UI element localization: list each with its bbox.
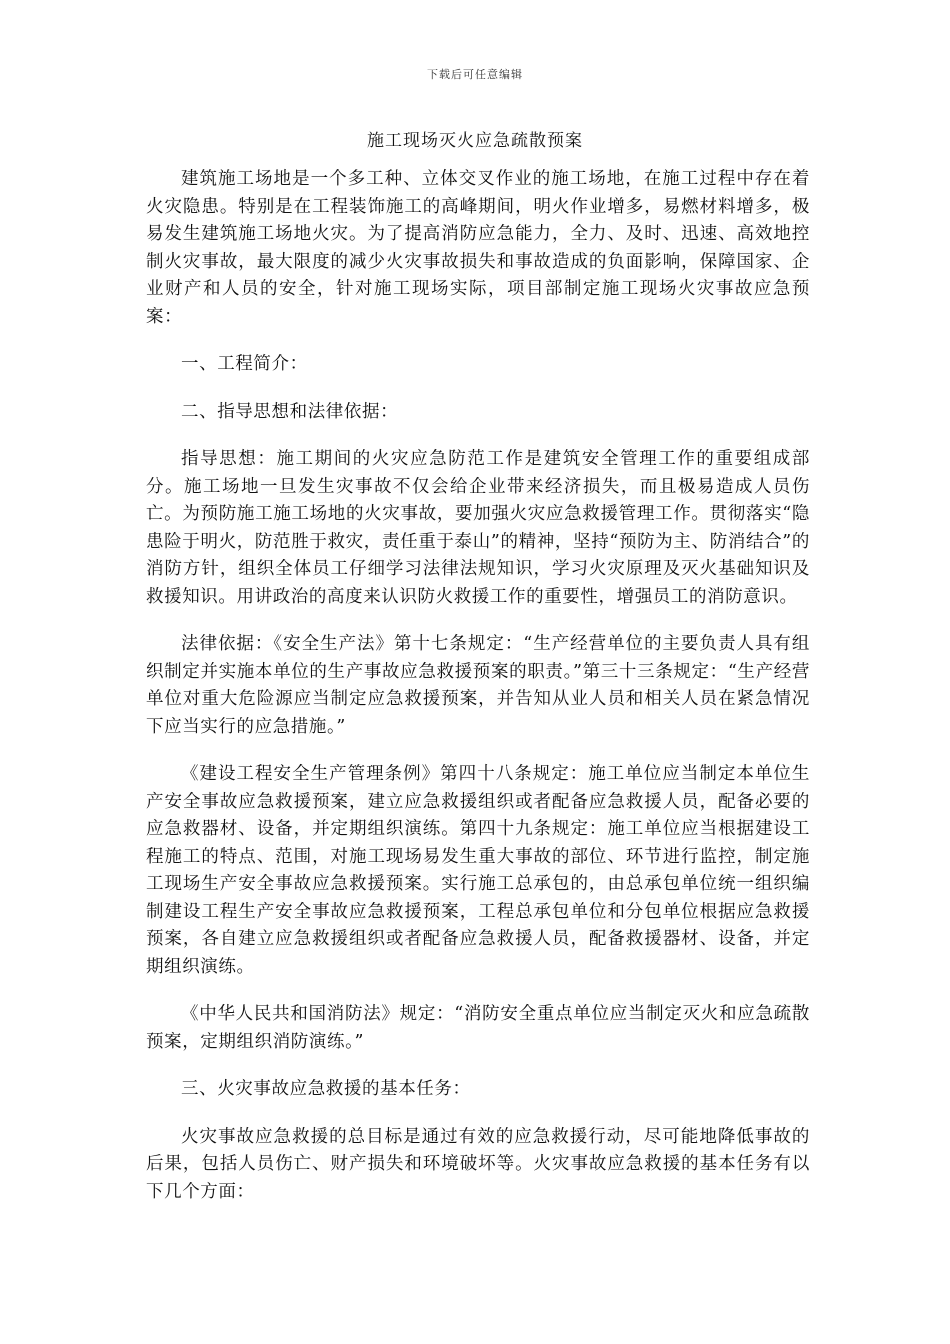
document-title: 施工现场灭火应急疏散预案 <box>367 131 583 151</box>
paragraph-intro: 建筑施工场地是一个多工种、立体交叉作业的施工场地，在施工过程中存在着火灾隐患。特别是在工程装饰施工的高峰期间，明火作业增多，易燃材料增多，极易发生建筑施工场地火灾。为了提高消防应急能力，全力、及时、迅速、高效地控制火灾事故，最大限度的减少火灾事故损失和事故造成的负面影响，保障国家、企业财产和人员的安全，针对施工现场实际，项目部制定施工现场火灾事故应急预案： <box>146 169 810 327</box>
document-body <box>146 166 810 1226</box>
paragraph-legal-basis: 法律依据：《安全生产法》第十七条规定：“生产经营单位的主要负责人具有组织制定并实施本单位的生产事故应急救援预案的职责。”第三十三条规定：“生产经营单位对重大危险源应当制定应急救援预案，并告知从业人员和相关人员在紧急情况下应当实行的应急措施。” <box>146 634 810 737</box>
paragraph-rescue-goal: 火灾事故应急救援的总目标是通过有效的应急救援行动，尽可能地降低事故的后果，包括人员伤亡、财产损失和环境破坏等。火灾事故应急救援的基本任务有以下几个方面： <box>146 1126 810 1202</box>
header-note: 下载后可任意编辑 <box>427 68 523 81</box>
section-heading-basic-tasks: 三、火灾事故应急救援的基本任务： <box>181 1079 471 1099</box>
section-heading-guiding-principles: 二、指导思想和法律依据： <box>181 401 399 422</box>
paragraph-construction-regulation: 《建设工程安全生产管理条例》第四十八条规定：施工单位应当制定本单位生产安全事故应急救援预案，建立应急救援组织或者配备应急救援人员，配备必要的应急救器材、设备，并定期组织演练。第四十九条规定：施工单位应当根据建设工程施工的特点、范围，对施工现场易发生重大事故的部位、环节进行监控，制定施工现场生产安全事故应急救援预案。实行施工总承包的，由总承包单位统一组织编制建设工程生产安全事故应急救援预案，工程总承包单位和分包单位根据应急救援预案，各自建立应急救援组织或者配备应急救援人员，配备救援器材、设备，并定期组织演练。 <box>146 764 810 977</box>
section-heading-project-intro: 一、工程简介： <box>181 354 308 374</box>
paragraph-guiding-thought: 指导思想：施工期间的火灾应急防范工作是建筑安全管理工作的重要组成部分。施工场地一旦发生灾事故不仅会给企业带来经济损失，而且极易造成人员伤亡。为预防施工施工场地的火灾事故，要加强火灾应急救援管理工作。贯彻落实“隐患险于明火，防范胜于救灾，责任重于泰山”的精神，坚持“预防为主、防消结合”的消防方针，组织全体员工仔细学习法律法规知识，学习火灾原理及灭火基础知识及救援知识。用讲政治的高度来认识防火救援工作的重要性，增强员工的消防意识。 <box>146 449 810 607</box>
paragraph-fire-protection-law: 《中华人民共和国消防法》规定：“消防安全重点单位应当制定灭火和应急疏散预案，定期组织消防演练。” <box>146 1004 810 1052</box>
